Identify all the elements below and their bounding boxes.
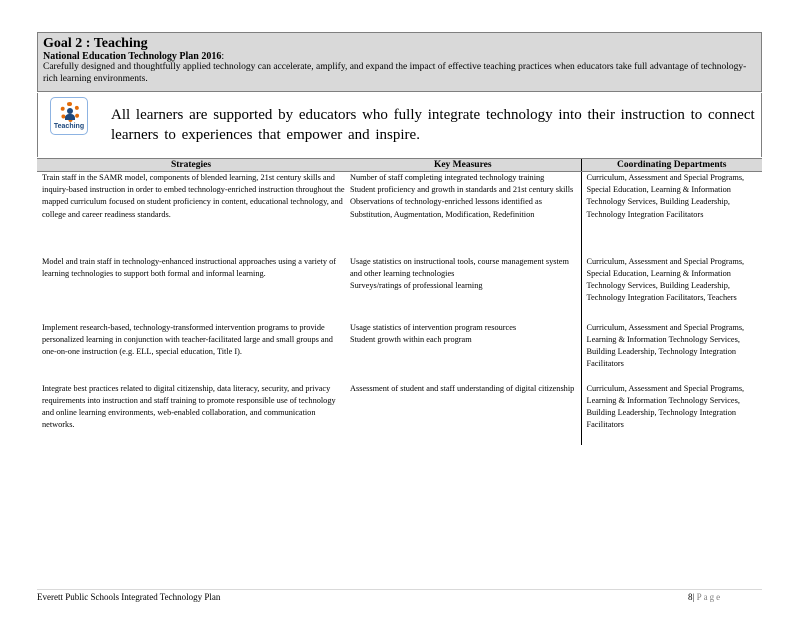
header-strategies: Strategies — [37, 159, 345, 172]
measure-item: Usage statistics of intervention program resources — [350, 322, 517, 332]
measure-item: Student growth within each program — [350, 334, 472, 344]
page-number: 8 — [688, 592, 693, 602]
person-body-icon — [65, 114, 75, 120]
departments-cell: Curriculum, Assessment and Special Programs, Learning & Information Technology Services, Building Leadership, Technology Integration Facilitators — [581, 322, 762, 383]
header-key-measures: Key Measures — [345, 159, 581, 172]
measures-cell — [345, 256, 581, 322]
measure-item: Surveys/ratings of professional learning — [350, 280, 483, 290]
footer-page-indicator — [688, 592, 722, 602]
measures-cell — [345, 383, 581, 445]
strategy-cell: Implement research-based, technology-transformed intervention programs to provide personalized learning in conjunction with teacher-facilitated large and small groups and one-on-one instruction (e.g. ELL, special education, Title I). — [42, 322, 333, 356]
plan-title-text: National Education Technology Plan 2016 — [43, 51, 222, 62]
page-label: Page — [696, 592, 723, 602]
departments-cell: Curriculum, Assessment and Special Programs, Learning & Information Technology Services, Building Leadership, Technology Integration Facilitators — [581, 383, 762, 445]
table-row — [37, 172, 762, 256]
measure-item: Observations of technology-enriched lessons identified as Substitution, Augmentation, Modification, Redefinition — [350, 197, 542, 219]
departments-cell: Curriculum, Assessment and Special Programs, Special Education, Learning & Information Technology Services, Building Leadership, Technology Integration Facilitators, Teachers — [581, 256, 762, 322]
strategy-cell: Train staff in the SAMR model, components of blended learning, 21st century skills and inquiry-based instruction in order to embed technology-enriched instruction throughout the mapped curriculum focused on student proficiency in content, educational technology, and college and career readiness standards. — [42, 173, 345, 219]
measures-cell — [345, 322, 581, 383]
vision-statement: All learners are supported by educators who fully integrate technology into their instruction to connect learners to experiences that empower and inspire. — [111, 107, 755, 143]
header-coordinating-departments: Coordinating Departments — [581, 159, 762, 172]
page-separator: | — [692, 592, 695, 602]
vision-row — [37, 93, 762, 157]
strategy-cell: Model and train staff in technology-enhanced instructional approaches using a variety of learning technologies to support both formal and informal learning. — [42, 256, 337, 278]
teaching-logo-icon — [50, 97, 88, 135]
logo-label: Teaching — [53, 123, 85, 130]
strategy-cell: Integrate best practices related to digital citizenship, data literacy, security, and privacy requirements into instruction and staff training to promote responsible use of technology and online learning environments, web-enabled collaboration, and communication networks. — [42, 383, 336, 430]
measure-item: Assessment of student and staff understanding of digital citizenship — [350, 383, 575, 393]
footer-divider — [37, 589, 762, 590]
departments-cell: Curriculum, Assessment and Special Programs, Special Education, Learning & Information Technology Services, Building Leadership, Technology Integration Facilitators — [581, 172, 762, 256]
measure-item: Student proficiency and growth in standards and 21st century skills — [350, 185, 574, 195]
table-header-row — [37, 159, 762, 172]
measure-item: Number of staff completing integrated technology training — [350, 173, 545, 182]
plan-title — [43, 51, 756, 62]
goal-header — [37, 32, 762, 92]
strategies-table — [37, 158, 762, 445]
table-row — [37, 322, 762, 383]
measures-cell — [345, 172, 581, 256]
footer-document-title: Everett Public Schools Integrated Technology Plan — [37, 592, 221, 602]
plan-title-colon: : — [221, 51, 225, 62]
measure-item: Usage statistics on instructional tools, course management system and other learning technologies — [350, 256, 569, 278]
table-row — [37, 256, 762, 322]
goal-description: Carefully designed and thoughtfully applied technology can accelerate, amplify, and expand the impact of effective teaching practices when educators take full advantage of technology-rich learning environments. — [43, 62, 747, 84]
table-row — [37, 383, 762, 445]
goal-title: Goal 2 : Teaching — [43, 36, 148, 51]
